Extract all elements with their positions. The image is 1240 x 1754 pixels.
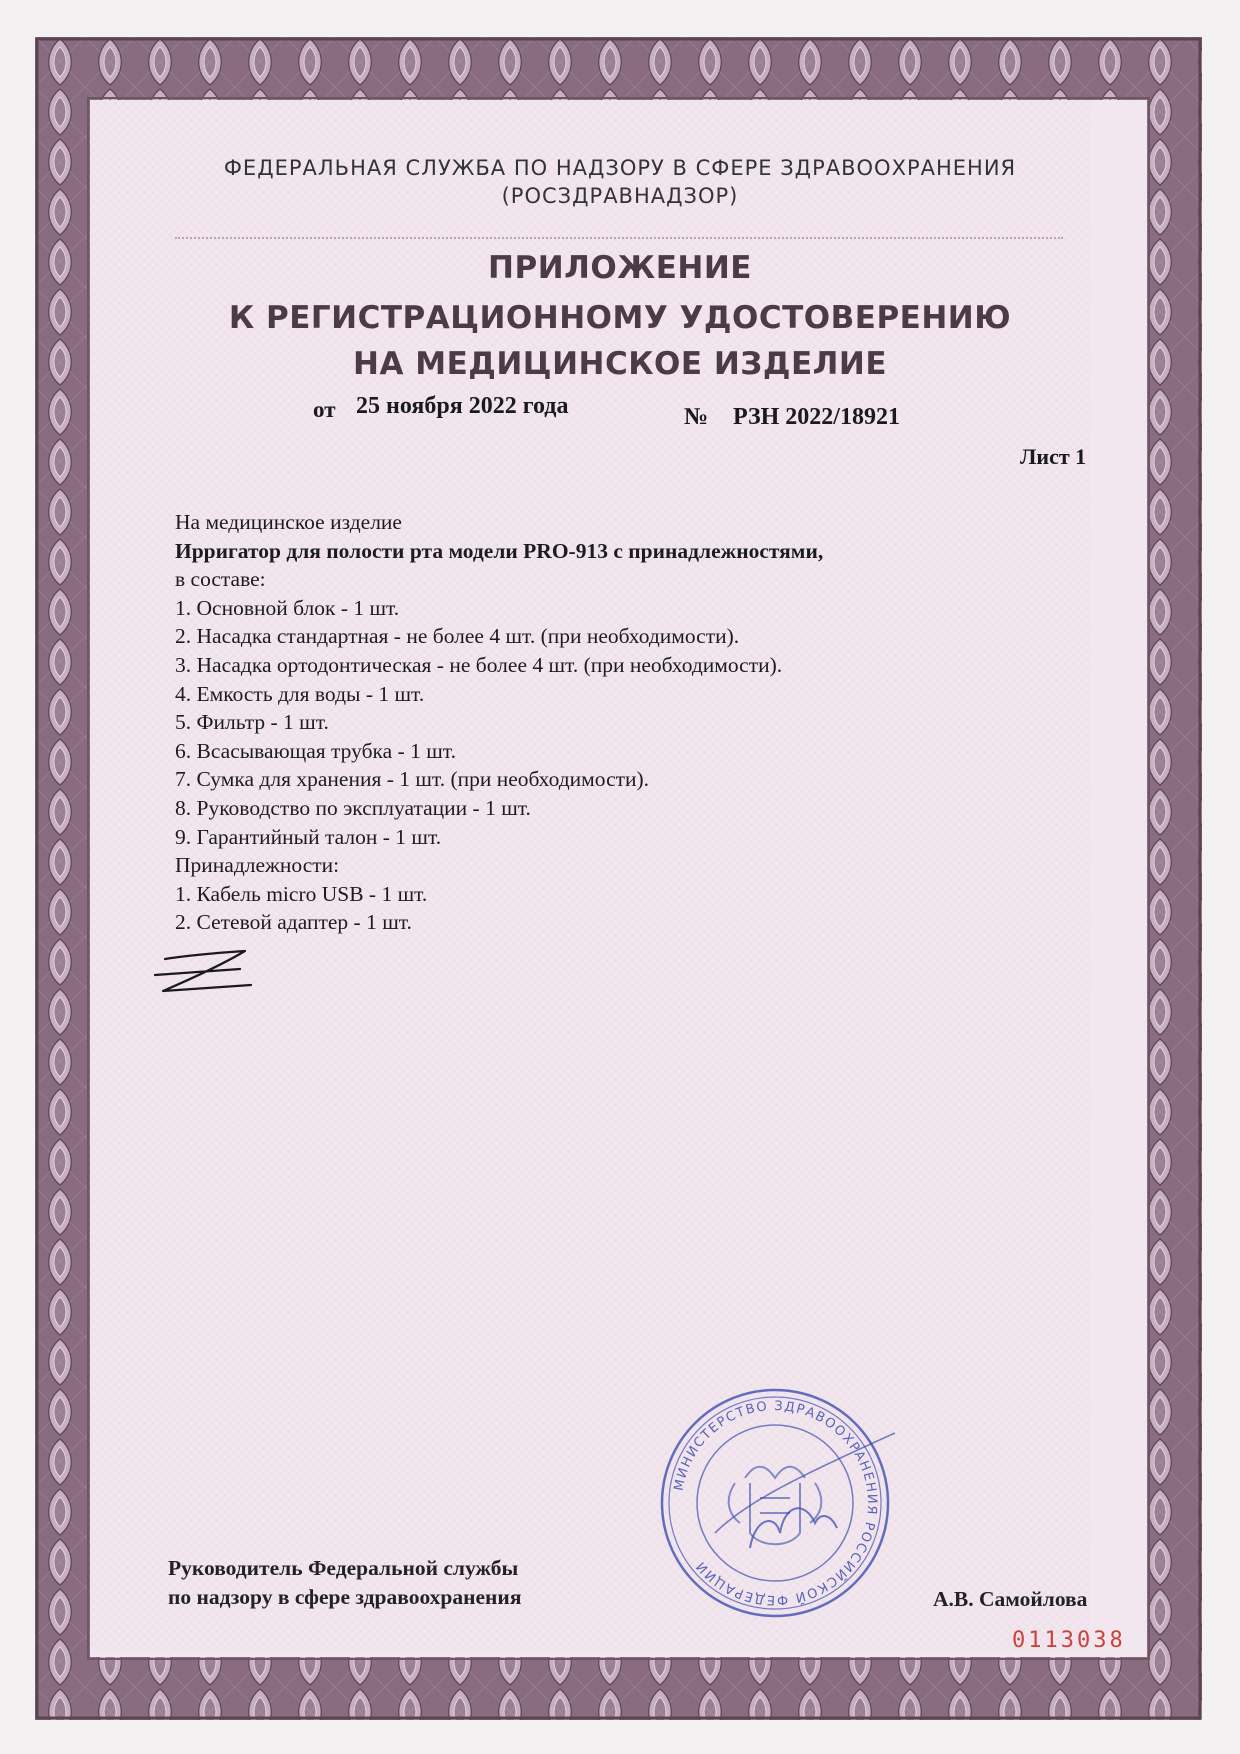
serial-number: 0113038: [1012, 1628, 1126, 1653]
intro-text: На медицинское изделие: [175, 510, 402, 534]
device-name: Ирригатор для полости рта модели PRO-913 с принадлежностями,: [175, 538, 824, 563]
signatory-title: [168, 1554, 521, 1612]
sheet-number: Лист 1: [1020, 444, 1087, 469]
list-item: 7. Сумка для хранения - 1 шт. (при необходимости).: [175, 767, 650, 792]
initials-signature: [145, 945, 255, 1005]
list-item: 1. Основной блок - 1 шт.: [175, 595, 400, 620]
issue-date: 25 ноября 2022 года: [356, 393, 569, 419]
list-item: 9. Гарантийный талон - 1 шт.: [175, 824, 442, 849]
list-item: 6. Всасывающая трубка - 1 шт.: [175, 738, 456, 763]
agency-name: ФЕДЕРАЛЬНАЯ СЛУЖБА ПО НАДЗОРУ В СФЕРЕ ЗДРАВООХРАНЕНИЯ: [223, 156, 1017, 180]
list-item: 8. Руководство по эксплуатации - 1 шт.: [175, 795, 531, 820]
signatory-name: А.В. Самойлова: [933, 1587, 1088, 1611]
document-title-line3: НА МЕДИЦИНСКОЕ ИЗДЕЛИЕ: [353, 346, 887, 382]
number-sign: №: [684, 404, 709, 430]
document-body: [175, 508, 823, 937]
document-title-line2: К РЕГИСТРАЦИОННОМУ УДОСТОВЕРЕНИЮ: [228, 300, 1012, 336]
svg-text:МИНИСТЕРСТВО ЗДРАВООХРАНЕНИЯ Р: [672, 1399, 879, 1607]
registration-number: РЗН 2022/18921: [733, 404, 900, 430]
seal-ring-text: МИНИСТЕРСТВО ЗДРАВООХРАНЕНИЯ РОССИЙСКОЙ ФЕДЕРАЦИИ: [671, 1398, 880, 1608]
agency-abbreviation: (РОСЗДРАВНАДЗОР): [501, 184, 739, 208]
list-item: 5. Фильтр - 1 шт.: [175, 710, 329, 735]
list-item: 2. Насадка стандартная - не более 4 шт. (при необходимости).: [175, 624, 740, 649]
list-item: 3. Насадка ортодонтическая - не более 4 шт. (при необходимости).: [175, 652, 783, 677]
official-seal: [655, 1383, 895, 1623]
signatory-title-line2: по надзору в сфере здравоохранения: [168, 1585, 522, 1609]
signatory-title-line1: Руководитель Федеральной службы: [168, 1556, 519, 1580]
accessory-item: 2. Сетевой адаптер - 1 шт.: [175, 910, 412, 935]
date-prefix: от: [313, 397, 336, 422]
accessory-item: 1. Кабель micro USB - 1 шт.: [175, 881, 428, 906]
accessories-label: Принадлежности:: [175, 853, 340, 878]
document-title-line1: ПРИЛОЖЕНИЕ: [488, 250, 752, 286]
list-item: 4. Емкость для воды - 1 шт.: [175, 681, 425, 706]
header-divider: [175, 237, 1063, 239]
composition-label: в составе:: [175, 567, 266, 592]
